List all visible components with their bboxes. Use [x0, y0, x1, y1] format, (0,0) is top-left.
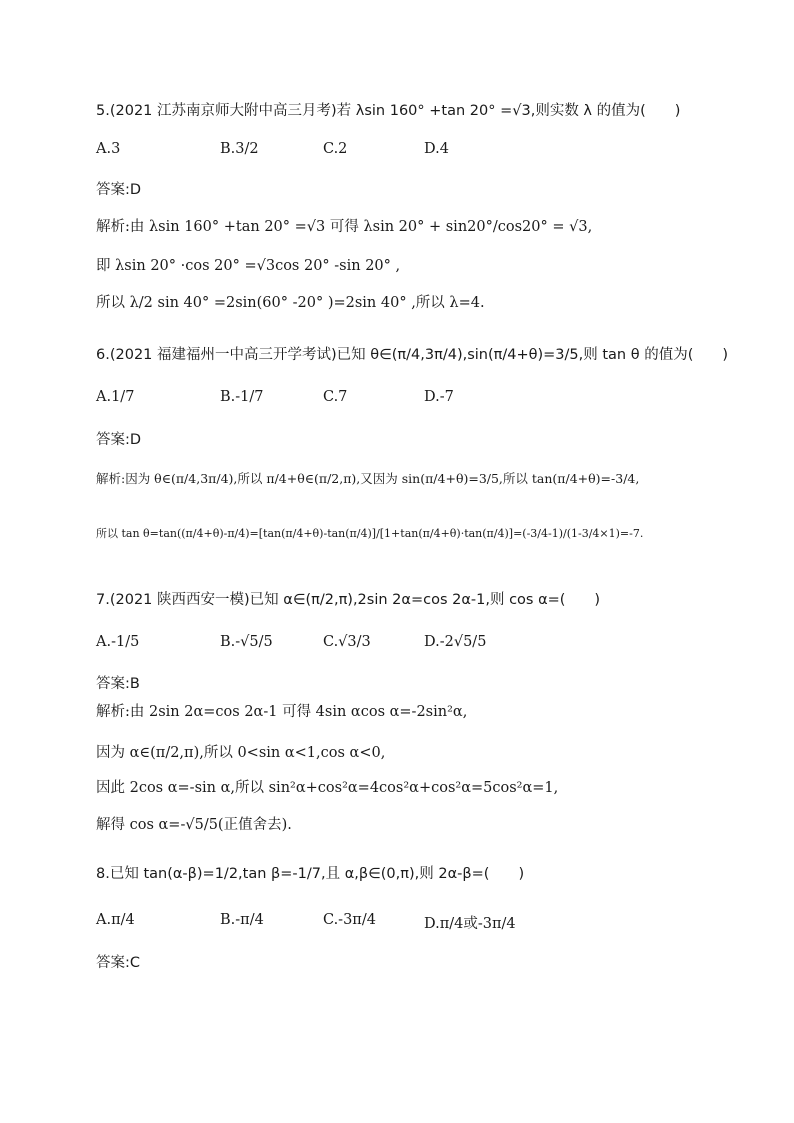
option-c: C.7 [323, 389, 348, 405]
question-5-solution-line-3: 所以 λ/2 sin 40° =2sin(60° -20° )=2sin 40° ,所以 λ=4. [96, 295, 485, 311]
option-d: D.4 [424, 141, 449, 157]
question-8-answer: 答案:C [96, 955, 141, 971]
option-a: A.π/4 [96, 912, 135, 928]
option-b: B.-π/4 [220, 912, 264, 928]
question-7-answer: 答案:B [96, 676, 140, 692]
question-6-answer: 答案:D [96, 432, 142, 448]
question-5-options [96, 141, 516, 165]
option-d: D.-2√5/5 [424, 634, 487, 650]
question-6-solution-line-2: 所以 tan θ=tan((π/4+θ)-π/4)=[tan(π/4+θ)-tan(π/4)]/[1+tan(π/4+θ)·tan(π/4)]=(-3/4-1)/(1-3/4×1)=-7. [96, 527, 644, 540]
option-b: B.3/2 [220, 141, 259, 157]
question-7-solution-line-2: 因为 α∈(π/2,π),所以 0<sin α<1,cos α<0, [96, 745, 386, 761]
option-c: C.√3/3 [323, 634, 371, 650]
option-b: B.-√5/5 [220, 634, 273, 650]
question-5-answer: 答案:D [96, 182, 142, 198]
question-8-stem: 8.已知 tan(α-β)=1/2,tan β=-1/7,且 α,β∈(0,π),则 2α-β=( ) [96, 866, 525, 882]
option-c: C.-3π/4 [323, 912, 376, 928]
option-a: A.3 [96, 141, 121, 157]
question-7-stem: 7.(2021 陕西西安一模)已知 α∈(π/2,π),2sin 2α=cos 2α-1,则 cos α=( ) [96, 592, 601, 608]
option-b: B.-1/7 [220, 389, 264, 405]
option-a: A.1/7 [96, 389, 135, 405]
question-5-stem: 5.(2021 江苏南京师大附中高三月考)若 λsin 160° +tan 20° =√3,则实数 λ 的值为( ) [96, 103, 681, 119]
question-5-solution-line-2: 即 λsin 20° ·cos 20° =√3cos 20° -sin 20° , [96, 258, 401, 274]
question-6-stem: 6.(2021 福建福州一中高三开学考试)已知 θ∈(π/4,3π/4),sin(π/4+θ)=3/5,则 tan θ 的值为( ) [96, 347, 729, 363]
option-d: D.π/4或-3π/4 [424, 916, 516, 932]
question-6-options [96, 389, 516, 413]
question-5-solution-line-1: 解析:由 λsin 160° +tan 20° =√3 可得 λsin 20° + sin20°/cos20° = √3, [96, 219, 593, 235]
option-a: A.-1/5 [96, 634, 140, 650]
question-7-solution-line-3: 因此 2cos α=-sin α,所以 sin²α+cos²α=4cos²α+cos²α=5cos²α=1, [96, 780, 559, 796]
question-8-options [96, 912, 516, 936]
question-7-solution-line-1: 解析:由 2sin 2α=cos 2α-1 可得 4sin αcos α=-2sin²α, [96, 704, 468, 720]
option-c: C.2 [323, 141, 348, 157]
question-6-solution-line-1: 解析:因为 θ∈(π/4,3π/4),所以 π/4+θ∈(π/2,π),又因为 sin(π/4+θ)=3/5,所以 tan(π/4+θ)=-3/4, [96, 471, 640, 486]
question-7-options [96, 634, 516, 658]
option-d: D.-7 [424, 389, 454, 405]
question-7-solution-line-4: 解得 cos α=-√5/5(正值舍去). [96, 817, 292, 833]
